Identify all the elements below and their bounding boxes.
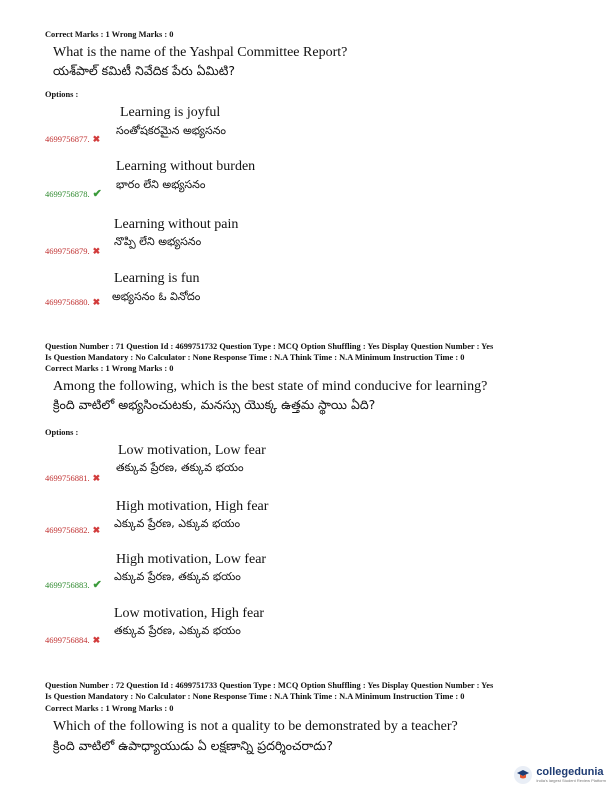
option-text-te: అభ్యసనం ఓ వినోదం <box>112 290 201 303</box>
option-id: 4699756880. <box>45 297 90 307</box>
option-text-en: Learning without pain <box>114 217 239 232</box>
wrong-mark-icon: ✖ <box>92 635 101 645</box>
option-text-en: Learning is fun <box>114 271 200 286</box>
wrong-mark-icon: ✖ <box>92 473 101 483</box>
option-text-en: High motivation, Low fear <box>116 552 267 567</box>
option-text-en: Low motivation, Low fear <box>118 443 266 458</box>
option-text-te: తక్కువ ప్రేరణ, ఎక్కువ భయం <box>114 624 241 637</box>
marks-info: Correct Marks : 1 Wrong Marks : 0 <box>45 704 174 713</box>
option-row <box>45 473 100 484</box>
option-text-te: తక్కువ ప్రేరణ, తక్కువ భయం <box>116 461 244 474</box>
option-id: 4699756877. <box>45 134 90 144</box>
logo-tagline: India's largest Student Review Platform <box>536 778 606 783</box>
question-text-te: క్రింది వాటిలో ఉపాధ్యాయుడు ఏ లక్షణాన్ని ప్రదర్శించరాదు? <box>53 738 334 753</box>
option-id: 4699756884. <box>45 635 90 645</box>
option-row <box>45 525 100 536</box>
option-id: 4699756879. <box>45 246 90 256</box>
option-row <box>45 635 100 646</box>
correct-mark-icon: ✔ <box>92 579 102 591</box>
question-text-en: What is the name of the Yashpal Committee Report? <box>53 45 348 60</box>
options-label: Options : <box>45 428 79 437</box>
wrong-mark-icon: ✖ <box>92 525 101 535</box>
option-text-en: Learning without burden <box>116 159 256 174</box>
option-id: 4699756878. <box>45 189 90 199</box>
marks-info: Correct Marks : 1 Wrong Marks : 0 <box>45 30 174 39</box>
option-text-te: నొప్పి లేని అభ్యసనం <box>114 235 202 248</box>
option-row <box>45 187 102 200</box>
marks-info: Correct Marks : 1 Wrong Marks : 0 <box>45 364 174 373</box>
option-text-te: భారం లేని అభ్యసనం <box>116 178 206 191</box>
question-meta: Question Number : 72 Question Id : 4699751733 Question Type : MCQ Option Shuffling : Yes Display Question Number : Yes <box>45 681 494 690</box>
option-text-te: ఎక్కువ ప్రేరణ, తక్కువ భయం <box>114 570 241 583</box>
option-text-en: High motivation, High fear <box>116 499 269 514</box>
question-meta: Is Question Mandatory : No Calculator : None Response Time : N.A Think Time : N.A Minimum Instruction Time : 0 <box>45 353 465 362</box>
question-text-te: యశ్‌పాల్ కమిటీ నివేదిక పేరు ఏమిటి? <box>53 63 236 78</box>
question-meta: Is Question Mandatory : No Calculator : None Response Time : N.A Think Time : N.A Minimum Instruction Time : 0 <box>45 692 465 701</box>
collegedunia-logo <box>514 766 606 784</box>
question-meta: Question Number : 71 Question Id : 4699751732 Question Type : MCQ Option Shuffling : Yes Display Question Number : Yes <box>45 342 494 351</box>
option-row <box>45 134 100 145</box>
wrong-mark-icon: ✖ <box>92 297 101 307</box>
option-id: 4699756881. <box>45 473 90 483</box>
logo-name: collegedunia <box>536 766 604 778</box>
option-text-en: Low motivation, High fear <box>114 606 265 621</box>
option-row <box>45 578 102 591</box>
options-label: Options : <box>45 90 79 99</box>
question-text-te: క్రింది వాటిలో అభ్యసించుటకు, మనస్సు యొక్క ఉత్తమ స్థాయి ఏది? <box>53 397 376 412</box>
option-text-te: సంతోషకరమైన అభ్యసనం <box>116 124 226 137</box>
option-text-en: Learning is joyful <box>120 105 221 120</box>
option-row <box>45 246 100 257</box>
graduation-cap-icon <box>514 766 532 784</box>
option-id: 4699756883. <box>45 580 90 590</box>
correct-mark-icon: ✔ <box>92 188 102 200</box>
option-text-te: ఎక్కువ ప్రేరణ, ఎక్కువ భయం <box>114 517 241 530</box>
option-id: 4699756882. <box>45 525 90 535</box>
wrong-mark-icon: ✖ <box>92 246 101 256</box>
question-text-en: Which of the following is not a quality to be demonstrated by a teacher? <box>53 719 458 734</box>
wrong-mark-icon: ✖ <box>92 134 101 144</box>
question-text-en: Among the following, which is the best state of mind conducive for learning? <box>53 379 488 394</box>
option-row <box>45 297 100 308</box>
